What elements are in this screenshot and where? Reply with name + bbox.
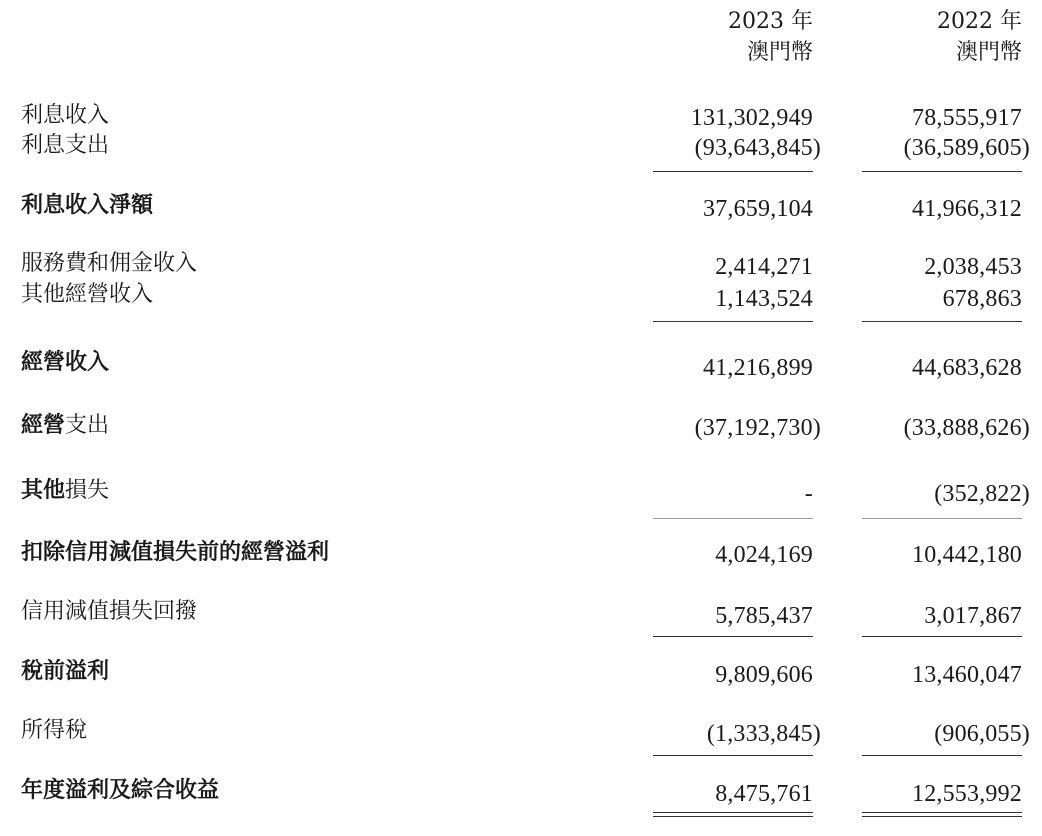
row-label-profit-and-comprehensive-income: 年度溢利及綜合收益 xyxy=(21,777,220,803)
row-label-fee-commission-income: 服務費和佣金收入 xyxy=(21,251,198,276)
value-2022-impairment-reversal: 3,017,867 xyxy=(924,603,1022,629)
column-header-2022-year: 2022 年 xyxy=(937,9,1022,34)
value-2022-profit-and-comprehensive-income: 12,553,992 xyxy=(912,781,1022,807)
row-label-operating-expenses-rest: 支出 xyxy=(65,413,110,438)
value-2022-profit-before-tax: 13,460,047 xyxy=(912,662,1022,688)
value-2022-income-tax: (906,055) xyxy=(934,721,1030,747)
value-2022-interest-income: 78,555,917 xyxy=(912,105,1022,131)
row-label-profit-before-tax: 稅前溢利 xyxy=(21,658,110,684)
value-2023-interest-expense: (93,643,845) xyxy=(694,135,821,161)
value-2023-profit-and-comprehensive-income: 8,475,761 xyxy=(715,781,813,807)
row-label-other-losses-bold: 其他 xyxy=(21,477,66,503)
value-2022-operating-expenses: (33,888,626) xyxy=(903,415,1030,441)
row-label-other-losses-rest: 損失 xyxy=(65,478,110,503)
row-label-income-tax: 所得稅 xyxy=(21,718,88,743)
value-2023-fee-commission-income: 2,414,271 xyxy=(715,254,813,280)
value-2023-other-losses: - xyxy=(804,481,813,507)
row-label-interest-income: 利息收入 xyxy=(21,103,110,128)
total-double-rule xyxy=(653,812,813,817)
subtotal-rule xyxy=(862,755,1022,756)
subtotal-rule xyxy=(862,171,1022,172)
value-2023-other-operating-income: 1,143,524 xyxy=(715,286,813,312)
subtotal-rule xyxy=(653,518,813,519)
value-2023-operating-expenses: (37,192,730) xyxy=(694,415,821,441)
row-label-operating-expenses-bold: 經營 xyxy=(21,412,66,438)
value-2023-interest-income: 131,302,949 xyxy=(690,105,813,131)
value-2023-operating-income: 41,216,899 xyxy=(703,355,813,381)
subtotal-rule xyxy=(653,636,813,637)
value-2022-other-operating-income: 678,863 xyxy=(942,286,1022,312)
value-2022-net-interest-income: 41,966,312 xyxy=(912,196,1022,222)
value-2023-operating-profit-before-impairment: 4,024,169 xyxy=(715,542,813,568)
value-2023-net-interest-income: 37,659,104 xyxy=(703,196,813,222)
value-2022-interest-expense: (36,589,605) xyxy=(903,135,1030,161)
row-label-operating-profit-before-impairment: 扣除信用減值損失前的經營溢利 xyxy=(21,539,330,565)
subtotal-rule xyxy=(862,321,1022,322)
row-label-other-losses xyxy=(21,475,109,506)
value-2022-fee-commission-income: 2,038,453 xyxy=(924,254,1022,280)
column-header-2023-year: 2023 年 xyxy=(728,9,813,34)
subtotal-rule xyxy=(653,755,813,756)
value-2023-profit-before-tax: 9,809,606 xyxy=(715,662,813,688)
row-label-operating-expenses xyxy=(21,410,109,441)
subtotal-rule xyxy=(653,321,813,322)
total-double-rule xyxy=(862,812,1022,817)
row-label-operating-income: 經營收入 xyxy=(21,349,110,375)
subtotal-rule xyxy=(862,636,1022,637)
value-2023-income-tax: (1,333,845) xyxy=(706,721,821,747)
row-label-net-interest-income: 利息收入淨額 xyxy=(21,192,154,218)
value-2022-other-losses: (352,822) xyxy=(934,481,1030,507)
column-header-2022-currency: 澳門幣 xyxy=(955,40,1022,65)
row-label-interest-expense: 利息支出 xyxy=(21,133,110,158)
value-2023-impairment-reversal: 5,785,437 xyxy=(715,603,813,629)
row-label-impairment-reversal: 信用減值損失回撥 xyxy=(21,599,198,624)
column-header-2023-currency: 澳門幣 xyxy=(746,40,813,65)
row-label-other-operating-income: 其他經營收入 xyxy=(21,282,154,307)
subtotal-rule xyxy=(862,518,1022,519)
value-2022-operating-income: 44,683,628 xyxy=(912,355,1022,381)
value-2022-operating-profit-before-impairment: 10,442,180 xyxy=(912,542,1022,568)
subtotal-rule xyxy=(653,171,813,172)
